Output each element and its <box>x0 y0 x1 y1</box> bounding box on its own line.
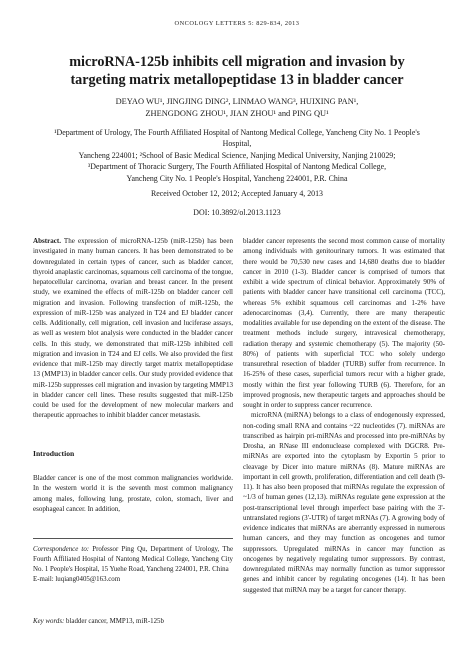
affiliation-line: ³Department of Thoracic Surgery, The Fourth Affiliated Hospital of Nantong Medical College, <box>87 162 387 172</box>
correspondence-note <box>33 545 233 585</box>
body-paragraph-1: bladder cancer represents the second most common cause of mortality among individuals with genitourinary tumors. It was estimated that there would be 70,530 new cases and 14,680 deaths due to bladder cancer in 2010 (1-3). Bladder cancer is comprised of tumors that exhibit a wide spectrum of clinical behavior. Approximately 90% of patients with bladder cancer have transitional cell carcinoma (TCC), whereas 5% exhibit squamous cell carcinomas and 1-2% have adenocarcinomas (3,4). Currently, there are many therapeutic modalities available for use depending on the extent of the disease. The treatment methods include surgery, intravesical chemotherapy, radiation therapy and systemic chemotherapy (5). The majority (50-80%) of patients with superficial TCC who solely undergo transurethral resection of bladder (TURB) suffer from recurrence. In 16-25% of these cases, superficial tumors recur with a higher grade, mostly within the first year following TURB (6). Therefore, for an improved prognosis, new therapeutic targets and approaches should be sought in order to suppress cancer recurrence. <box>243 237 445 409</box>
received-accepted-dates: Received October 12, 2012; Accepted January 4, 2013 <box>150 189 323 198</box>
authors-line-1: DEYAO WU¹, JINGJING DING², LINMAO WANG³, HUIXING PAN¹, <box>115 97 359 106</box>
abstract-text: The expression of microRNA-125b (miR-125b) has been investigated in many human cancers. It has been demonstrated to be downregulated in certain types of cancer, such as bladder cancer, thyroid anaplastic carcinomas, squamous cell carcinoma of the tongue, hepatocellular carcinoma, ovarian and breast cancer. In the present study, we examined the effects of miR-125b on bladder cancer cell migration and invasion. Following transfection of miR-125b, the expression of miR-125b was analyzed in T24 and EJ bladder cancer cells. Additionally, cell migration, cell invasion and luciferase assays, as well as western blot analysis were conducted in the bladder cancer cells. In this study, we demonstrated that miR-125b inhibited cell migration and invasion in T24 and EJ cells. We also provided the first evidence that miR-125b may directly target matrix metallopeptidase 13 (MMP13) in bladder cancer cells. Our study provided evidence that miR-125b suppresses cell migration and invasion by targeting MMP13 in bladder cancer cell lines. These results suggested that miR-125b could be used for the development of new molecular markers and therapeutic approaches to inhibit bladder cancer metastasis. <box>33 237 233 420</box>
keywords-label: Key words: <box>33 618 65 625</box>
affiliation-line: Yancheng City No. 1 People's Hospital, Yancheng 224001, P.R. China <box>126 173 348 183</box>
footnote-divider <box>33 538 233 539</box>
title-line-2: targeting matrix metallopeptidase 13 in bladder cancer <box>70 71 404 88</box>
abstract <box>33 236 233 421</box>
correspondence-text: Professor Ping Qu, Department of Urology, The Fourth Affiliated Hospital of Nantong Medical College, Yancheng City No. 1 People's Hospital, 15 Yuehe Road, Yancheng 224001, P.R. China <box>33 546 233 573</box>
right-column-body <box>243 236 445 595</box>
section-heading-introduction: Introduction <box>33 449 75 458</box>
body-paragraph-2: microRNA (miRNA) belongs to a class of endogenously expressed, non-coding small RNA and contains ~22 nucleotides (7). miRNAs are transcribed as hairpin pri-miRNAs and processed into pre-miRNAs by Drosha, an RNase III endonuclease complexed with DGCR8. Pre-miRNAs are exported into the cytoplasm by Exportin 5 prior to cleavage by Dicer into mature miRNAs (8). Mature miRNAs are important in cell growth, proliferation, differentiation and cell death (9-11). It has also been proposed that miRNAs regulate the expression of ~1/3 of human genes (12,13). miRNAs regulate gene expression at the post-transcriptional level through imperfect base pairing with the 3'-untranslated regions (3'-UTR) of target mRNAs (7). A growing body of evidence indicates that miRNAs are aberrantly expressed in numerous human cancers, and they may function as oncogenes and tumor suppressors. Upregulated miRNAs in cancer may function as oncogenes by negatively regulating tumor suppressors. By contrast, downregulated miRNAs may normally function as tumor suppressor genes and inhibit cancer by regulating oncogenes (14). It has been suggested that miRNA may be a target for cancer therapy. <box>243 411 445 594</box>
abstract-label: Abstract. <box>33 237 61 245</box>
keywords <box>33 617 233 627</box>
affiliation-line: ¹Department of Urology, The Fourth Affiliated Hospital of Nantong Medical College, Yancheng City No. 1 People's Hospital, <box>54 128 420 149</box>
affiliations <box>40 127 434 184</box>
author-list <box>60 96 414 119</box>
intro-paragraph: Bladder cancer is one of the most common malignancies worldwide. In the western world it is the seventh most common malignancy among males, following lung, prostate, colon, stomach, liver and esophageal cancer. In addition, <box>33 474 233 513</box>
title-line-1: microRNA-125b inhibits cell migration and invasion by <box>69 54 405 70</box>
keywords-text: bladder cancer, MMP13, miR-125b <box>64 618 164 625</box>
article-title <box>40 54 434 89</box>
correspondence-label: Correspondence to: <box>33 546 90 553</box>
authors-line-2: ZHENGDONG ZHOU¹, JIAN ZHOU¹ and PING QU¹ <box>145 108 329 118</box>
running-head: ONCOLOGY LETTERS 5: 829-834, 2013 <box>174 20 300 27</box>
doi-link[interactable]: DOI: 10.3892/ol.2013.1123 <box>193 208 281 217</box>
introduction-text <box>33 466 233 521</box>
affiliation-line: Yancheng 224001; ²School of Basic Medical Science, Nanjing Medical University, Nanjing 210029; <box>78 150 396 160</box>
correspondence-email[interactable]: E-mail: luqiang0405@163.com <box>33 576 121 583</box>
